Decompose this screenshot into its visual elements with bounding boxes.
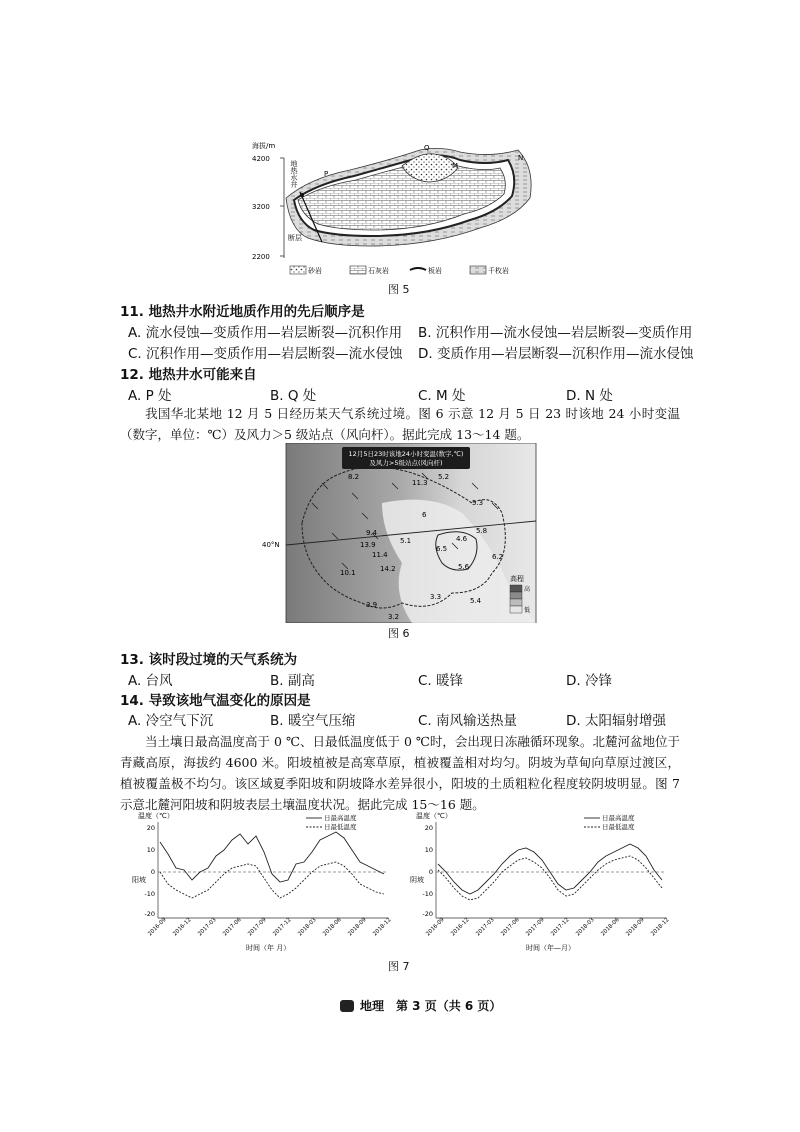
q11-option-a[interactable]: A. 流水侵蚀—变质作用—岩层断裂—沉积作用 bbox=[128, 325, 403, 341]
fig7-xtick: 2017-03 bbox=[197, 916, 218, 938]
q13-stem: 13. 该时段过境的天气系统为 bbox=[120, 652, 298, 668]
fig5-ylabel: 海拔/m bbox=[252, 142, 276, 150]
q14-option-b[interactable]: B. 暖空气压缩 bbox=[270, 713, 356, 729]
fig5-point-n: N bbox=[518, 154, 524, 162]
fig7-ytick: -20 bbox=[144, 910, 155, 918]
fig6-value: 4.6 bbox=[456, 535, 468, 543]
fig7-left-legend-min: 日最低温度 bbox=[324, 823, 357, 831]
fig5-well-label: 地热水井 bbox=[290, 160, 298, 188]
legend-sandstone: 砂岩 bbox=[308, 267, 322, 275]
fig5-caption: 图 5 bbox=[388, 283, 410, 296]
fig7-xtick: 2017-12 bbox=[272, 916, 293, 938]
soil-temperature-charts bbox=[128, 810, 688, 955]
q12-stem: 12. 地热井水可能来自 bbox=[120, 367, 257, 383]
fig7-left-side: 阳坡 bbox=[132, 876, 146, 884]
legend-phyllite: 千枚岩 bbox=[488, 267, 509, 275]
fig7-xtick: 2018-06 bbox=[322, 916, 343, 938]
q12-option-c[interactable]: C. M 处 bbox=[418, 388, 466, 404]
fig7-xtick: 2016-09 bbox=[147, 916, 168, 938]
fig6-value: 5.3 bbox=[472, 499, 484, 507]
footer bbox=[340, 997, 501, 1014]
fig6-value: 8.2 bbox=[348, 473, 360, 481]
legend-slate: 板岩 bbox=[428, 267, 442, 275]
fig7-xtick: 2017-06 bbox=[222, 916, 243, 938]
fig7-ytick: 0 bbox=[428, 868, 433, 876]
fig7-right-legend-min: 日最低温度 bbox=[602, 823, 635, 831]
publisher-logo-icon bbox=[340, 1000, 354, 1012]
fig6-title-line1: 12月5日23时该地24小时变温(数字,℃) bbox=[348, 450, 464, 458]
fig7-xtick: 2017-03 bbox=[475, 916, 496, 938]
fig7-xtick: 2017-06 bbox=[500, 916, 521, 938]
figure-6 bbox=[262, 443, 538, 623]
q13-option-b[interactable]: B. 副高 bbox=[270, 673, 315, 689]
fig6-value: 11.3 bbox=[412, 479, 428, 487]
fig5-fault-label: 断层 bbox=[288, 234, 302, 242]
fig6-value: 6 bbox=[422, 511, 427, 519]
fig6-value: 6.5 bbox=[436, 545, 448, 553]
geology-cross-section bbox=[250, 138, 550, 280]
fig7-left-min-line bbox=[160, 862, 384, 898]
fig6-legend-low: 低 bbox=[524, 607, 531, 614]
fig7-ytick: 20 bbox=[424, 824, 433, 832]
fig6-legend-high: 高 bbox=[524, 586, 531, 593]
fig6-value: 9.4 bbox=[366, 529, 378, 537]
fig6-value: 3.9 bbox=[366, 601, 378, 609]
fig7-xtick: 2018-06 bbox=[600, 916, 621, 938]
fig7-xtick: 2018-03 bbox=[575, 916, 596, 938]
fig7-left-legend-max: 日最高温度 bbox=[324, 814, 357, 822]
legend-limestone: 石灰岩 bbox=[368, 267, 389, 275]
fig7-ytick: -10 bbox=[144, 890, 155, 898]
q12-option-a[interactable]: A. P 处 bbox=[128, 388, 172, 404]
q14-option-a[interactable]: A. 冷空气下沉 bbox=[128, 713, 214, 729]
fig6-value: 5.1 bbox=[400, 537, 412, 545]
figure-7 bbox=[128, 810, 688, 955]
fig6-value: 6.2 bbox=[492, 553, 504, 561]
fig7-xtick: 2017-09 bbox=[525, 916, 546, 938]
fig6-value: 14.2 bbox=[380, 565, 396, 573]
fig5-ytick: 4200 bbox=[252, 155, 270, 163]
fig7-right-side: 阴坡 bbox=[410, 876, 424, 884]
fig7-xtick: 2018-12 bbox=[372, 916, 393, 938]
fig7-ytick: 0 bbox=[150, 868, 155, 876]
q11-option-b[interactable]: B. 沉积作用—流水侵蚀—岩层断裂—变质作用 bbox=[418, 325, 693, 341]
fig7-xtick: 2018-03 bbox=[297, 916, 318, 938]
fig7-xtick: 2016-09 bbox=[425, 916, 446, 938]
figure-5 bbox=[250, 138, 550, 280]
q12-option-d[interactable]: D. N 处 bbox=[566, 388, 613, 404]
fig7-ytick: 10 bbox=[424, 846, 433, 854]
q12-option-b[interactable]: B. Q 处 bbox=[270, 388, 317, 404]
fig6-value: 5.2 bbox=[438, 473, 450, 481]
q11-stem: 11. 地热井水附近地质作用的先后顺序是 bbox=[120, 304, 365, 320]
q14-stem: 14. 导致该地气温变化的原因是 bbox=[120, 693, 311, 709]
fig7-xtick: 2018-12 bbox=[650, 916, 671, 938]
fig7-right-legend-max: 日最高温度 bbox=[602, 814, 635, 822]
fig7-xtick: 2017-09 bbox=[247, 916, 268, 938]
q11-option-c[interactable]: C. 沉积作用—变质作用—岩层断裂—流水侵蚀 bbox=[128, 346, 403, 362]
fig6-value: 5.4 bbox=[470, 597, 482, 605]
fig5-point-q: Q bbox=[424, 144, 430, 152]
q13-option-a[interactable]: A. 台风 bbox=[128, 673, 173, 689]
fig7-ytick: 10 bbox=[146, 846, 155, 854]
fig6-lat-label: 40°N bbox=[262, 541, 280, 549]
fig6-value: 10.1 bbox=[340, 569, 356, 577]
fig5-ytick: 2200 bbox=[252, 253, 270, 261]
fig7-ytick: 20 bbox=[146, 824, 155, 832]
fig6-value: 13.9 bbox=[360, 541, 376, 549]
fig6-title-line2: 及风力>5级站点(风向杆) bbox=[369, 459, 443, 467]
q14-option-d[interactable]: D. 太阳辐射增强 bbox=[566, 713, 666, 729]
fig5-point-m: M bbox=[452, 162, 459, 170]
fig6-caption: 图 6 bbox=[388, 627, 410, 640]
fig7-xtick: 2018-09 bbox=[625, 916, 646, 938]
fig6-value: 11.4 bbox=[372, 551, 388, 559]
fig7-xtick: 2017-12 bbox=[550, 916, 571, 938]
fig6-value: 3.2 bbox=[388, 613, 400, 621]
fig7-right-max-line bbox=[438, 844, 662, 894]
fig5-ytick: 3200 bbox=[252, 203, 270, 211]
fig7-ytick: -10 bbox=[422, 890, 433, 898]
fig7-ytick: -20 bbox=[422, 910, 433, 918]
q13-option-d[interactable]: D. 冷锋 bbox=[566, 673, 612, 689]
fig6-value: 5.6 bbox=[458, 563, 470, 571]
fig6-value: 3.3 bbox=[430, 593, 442, 601]
fig6-value: 5.8 bbox=[476, 527, 488, 535]
q11-option-d[interactable]: D. 变质作用—岩层断裂—沉积作用—流水侵蚀 bbox=[418, 346, 694, 362]
intro-13-14: 我国华北某地 12 月 5 日经历某天气系统过境。图 6 示意 12 月 5 日 23 时该地 24 小时变温（数字，单位：℃）及风力＞5 级站点（风向杆）。据此完成 13～14 题。 bbox=[120, 406, 680, 442]
fig7-left-max-line bbox=[160, 832, 384, 882]
page-number: 地理 第 3 页（共 6 页） bbox=[360, 999, 502, 1013]
fig7-xtick: 2016-12 bbox=[450, 916, 471, 938]
fig7-left-ylabel: 温度（℃） bbox=[138, 812, 174, 820]
fig5-point-p: P bbox=[324, 170, 329, 178]
fig6-legend-title: 高程 bbox=[510, 575, 524, 583]
intro-15-16: 当土壤日最高温度高于 0 ℃、日最低温度低于 0 ℃时，会出现日冻融循环现象。北麓河盆地位于青藏高原，海拔约 4600 米。阳坡植被是高寒草原，植被覆盖相对均匀。阴坡为草甸向草原过渡区，植被覆盖极不均匀。该区域夏季阳坡和阴坡降水差异很小，阳坡的土质粗粒化程度较阴坡明显。图 7 示意北麓河阳坡和阴坡表层土壤温度状况。据此完成 15～16 题。 bbox=[120, 734, 680, 812]
fig7-caption: 图 7 bbox=[388, 960, 410, 973]
fig7-xtick: 2016-12 bbox=[172, 916, 193, 938]
q14-option-c[interactable]: C. 南风输送热量 bbox=[418, 713, 518, 729]
fig7-right-ylabel: 温度（℃） bbox=[416, 812, 452, 820]
temperature-change-map bbox=[262, 443, 538, 623]
fig7-right-xlabel: 时间（年—月） bbox=[526, 944, 575, 952]
fig7-left-xlabel: 时间（年 月） bbox=[246, 944, 291, 952]
fig7-xtick: 2018-09 bbox=[347, 916, 368, 938]
q13-option-c[interactable]: C. 暖锋 bbox=[418, 673, 464, 689]
